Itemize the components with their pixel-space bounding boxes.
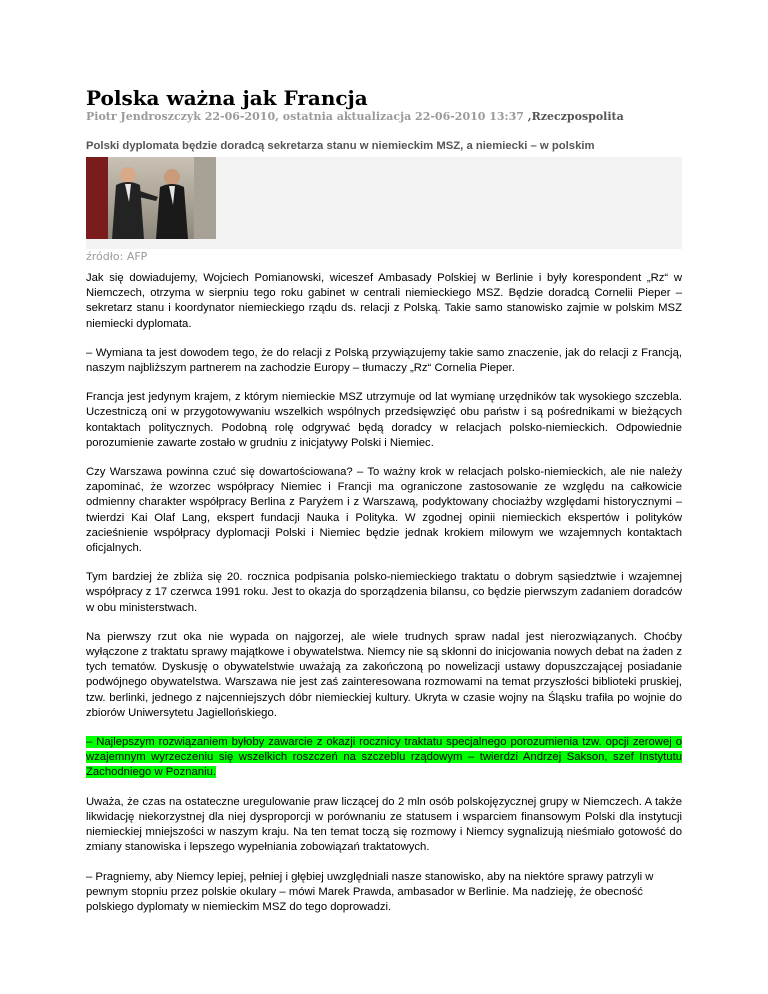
paragraph: Francja jest jedynym krajem, z którym niemieckie MSZ utrzymuje od lat wymianę urzędników tak wysokiego szczebla. Uczestniczą oni w przygotowywaniu wszelkich wspólnych przedsięwzięć obu państw i są pośrednikami w bieżących kontaktach politycznych. Podobną rolę odgrywać będą doradcy w relacjach polsko-niemieckich. Odpowiednie porozumienie zawarte zostało w grudniu z inicjatywy Polski i Niemiec.: [86, 391, 682, 449]
paragraph: – Pragniemy, aby Niemcy lepiej, pełniej i głębiej uwzględniali nasze stanowisko, aby na niektóre sprawy patrzyli w pewnym stopniu przez polskie okulary – mówi Marek Prawda, ambasador w Berlinie. Ma nadzieję, że obecność polskiego dyplomaty w niemieckim MSZ do tego doprowadzi.: [86, 870, 654, 913]
photo-caption: źródło: AFP: [86, 250, 148, 263]
paragraph: – Wymiana ta jest dowodem tego, że do relacji z Polską przywiązujemy takie samo znaczenie, jak do relacji z Francją, naszym najbliższym partnerem na zachodzie Europy – tłumaczy „Rz“ Cornelia Pieper.: [86, 346, 682, 375]
article-title: Polska ważna jak Francja: [86, 86, 368, 110]
paragraph: Czy Warszawa powinna czuć się dowartościowana? – To ważny krok w relacjach polsko-niemieckich, ale nie należy zapominać, że wzorzec współpracy Niemiec i Francji ma ograniczone zastosowanie ze względu na całkowicie odmienny charakter współpracy Berlina z Paryżem i z Warszawą, podyktowany chociażby względami historycznymi – twierdzi Kai Olaf Lang, ekspert fundacji Nauka i Polityka. W zgodnej opinii niemieckich ekspertów i polityków zacieśnienie współpracy dyplomacji Polski i Niemiec będzie jednak krokiem milowym we wzajemnych kontaktach oficjalnych.: [86, 466, 682, 555]
article-source: ,Rzeczpospolita: [527, 110, 624, 123]
article-lead: Polski dyplomata będzie doradcą sekretarza stanu w niemieckim MSZ, a niemiecki – w polskim: [86, 140, 595, 152]
paragraph: Tym bardziej że zbliża się 20. rocznica podpisania polsko-niemieckiego traktatu o dobrym sąsiedztwie i wzajemnej współpracy z 17 czerwca 1991 roku. Jest to okazja do sporządzenia bilansu, co będzie pierwszym zadaniem doradców w obu ministerstwach.: [86, 571, 682, 614]
author-date: Piotr Jendroszczyk 22-06-2010, ostatnia aktualizacja 22-06-2010 13:37: [86, 110, 528, 123]
paragraph: Uważa, że czas na ostateczne uregulowanie praw liczącej do 2 mln osób polskojęzycznej grupy w Niemczech. A także likwidację niekorzystnej dla niej dysproporcji w porównaniu ze statusem i wsparciem finansowym Polski dla instytucji niemieckiej mniejszości w naszym kraju. Na ten temat toczą się rozmowy i Niemcy sygnalizują nieśmiało gotowość do zmiany stanowiska i lepszego wypełniania zobowiązań traktatowych.: [86, 795, 682, 854]
paragraph: Na pierwszy rzut oka nie wypada on najgorzej, ale wiele trudnych spraw nadal jest nierozwiązanych. Choćby wyłączone z traktatu sprawy majątkowe i obywatelstwa. Niemcy nie są skłonni do inicjowania nowych debat na żaden z tych tematów. Dyskusję o obywatelstwie uważają za zakończoną po nowelizacji ustawy dopuszczającej posiadanie podwójnego obywatelstwa. Warszawa nie jest zaś zainteresowana rozmowami na temat przyszłości biblioteki pruskiej, tzw. berlinki, jednego z najcenniejszych dóbr niemieckiej kultury. Ukryta w czasie wojny na Śląsku trafiła po wojnie do zbiorów Uniwersytetu Jagiellońskiego.: [86, 630, 682, 719]
highlighted-paragraph: [86, 735, 682, 781]
paragraph: Jak się dowiadujemy, Wojciech Pomianowski, wiceszef Ambasady Polskiej w Berlinie i były korespondent „Rz“ w Niemczech, otrzyma w sierpniu tego roku gabinet w centrali niemieckiego MSZ. Będzie doradcą Cornelii Pieper – sekretarz stanu i koordynator niemieckiego rządu ds. relacji z Polską. Takie samo stanowisko zajmie w polskim MSZ niemiecki dyplomata.: [86, 272, 682, 330]
photo-container: [86, 157, 682, 249]
highlighted-quote: – Najlepszym rozwiązaniem byłoby zawarcie z okazji rocznicy traktatu specjalnego porozumienia tzw. opcji zerowej o wzajemnym wyrzeczeniu się wszelkich roszczeń na szczeblu rządowym – twierdzi Andrzej Sakson, szef Instytutu Zachodniego w Poznaniu.: [86, 736, 682, 779]
article-byline: [86, 110, 624, 123]
article-body: [86, 271, 682, 929]
photo-illustration: [86, 157, 216, 239]
article-photo: [86, 157, 216, 239]
